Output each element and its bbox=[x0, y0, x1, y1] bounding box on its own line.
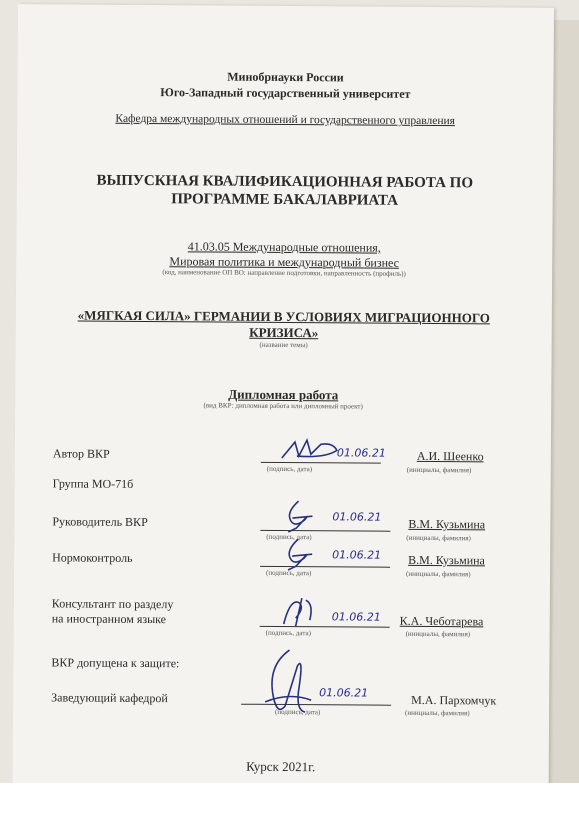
consultant-name: К.А. Чеботарева bbox=[399, 613, 484, 629]
author-date: 01.06.21 bbox=[336, 446, 386, 460]
normcontrol-sig-note: (подпись, дата) bbox=[266, 568, 312, 578]
supervisor-name: В.М. Кузьмина bbox=[408, 516, 486, 532]
normcontrol-name-note: (инициалы, фамилия) bbox=[406, 569, 471, 579]
author-name: А.И. Шеенко bbox=[416, 448, 484, 464]
consultant-role-line2: на иностранном языке bbox=[51, 611, 167, 627]
topic-line1: «МЯГКАЯ СИЛА» ГЕРМАНИИ В УСЛОВИЯХ МИГРАЦИОННОГО bbox=[77, 307, 491, 326]
consultant-sig-note: (подпись, дата) bbox=[265, 628, 311, 638]
work-title-line2: ПРОГРАММЕ БАКАЛАВРИАТА bbox=[171, 191, 399, 209]
program-code: 41.03.05 Международные отношения, bbox=[187, 239, 381, 255]
work-title-line1: ВЫПУСКНАЯ КВАЛИФИКАЦИОННАЯ РАБОТА ПО bbox=[96, 172, 474, 192]
ministry-text: Минобрнауки России bbox=[227, 69, 344, 85]
supervisor-role: Руководитель ВКР bbox=[52, 514, 148, 530]
work-type-note: (вид ВКР: дипломная работа или дипломный проект) bbox=[203, 401, 363, 411]
head-name: М.А. Пархомчук bbox=[411, 692, 497, 708]
department-text: Кафедра международных отношений и государственного управления bbox=[115, 112, 455, 128]
supervisor-date: 01.06.21 bbox=[332, 510, 382, 524]
head-sig-note: (подпись, дата) bbox=[275, 707, 321, 717]
supervisor-sig-note: (подпись, дата) bbox=[266, 532, 312, 542]
city-year: Курск 2021г. bbox=[246, 758, 316, 775]
consultant-date: 01.06.21 bbox=[331, 610, 381, 624]
normcontrol-date: 01.06.21 bbox=[332, 548, 382, 562]
author-role: Автор ВКР bbox=[52, 446, 110, 461]
group-text: Группа МО-71б bbox=[52, 476, 134, 491]
program-profile: Мировая политика и международный бизнес bbox=[169, 254, 400, 270]
consultant-role-line1: Консультант по разделу bbox=[51, 596, 174, 612]
topic-line2: КРИЗИСА» bbox=[249, 324, 319, 341]
admitted-text: ВКР допущена к защите: bbox=[51, 655, 180, 671]
supervisor-name-note: (инициалы, фамилия) bbox=[406, 533, 471, 543]
author-sig-note: (подпись, дата) bbox=[266, 464, 313, 474]
work-type-label: Дипломная работа bbox=[228, 386, 339, 403]
supervisor-signature bbox=[276, 498, 326, 534]
topic-note: (название темы) bbox=[259, 340, 308, 350]
consultant-signature bbox=[276, 594, 326, 630]
head-name-note: (инициалы, фамилия) bbox=[405, 708, 470, 718]
normcontrol-name: В.М. Кузьмина bbox=[408, 552, 485, 568]
paper-edge bbox=[549, 20, 579, 783]
consultant-name-note: (инициалы, фамилия) bbox=[405, 629, 471, 639]
author-name-note: (инициалы, фамилия) bbox=[406, 465, 472, 475]
title-page bbox=[12, 4, 554, 783]
program-note: (код, наименование ОП ВО: направление подготовки, направленность (профиль)) bbox=[162, 268, 406, 278]
normcontrol-role: Нормоконтроль bbox=[52, 550, 133, 565]
head-role: Заведующий кафедрой bbox=[51, 690, 168, 706]
university-text: Юго-Западный государственный университет bbox=[160, 85, 411, 101]
normcontrol-signature bbox=[276, 536, 326, 572]
head-date: 01.06.21 bbox=[319, 686, 369, 700]
